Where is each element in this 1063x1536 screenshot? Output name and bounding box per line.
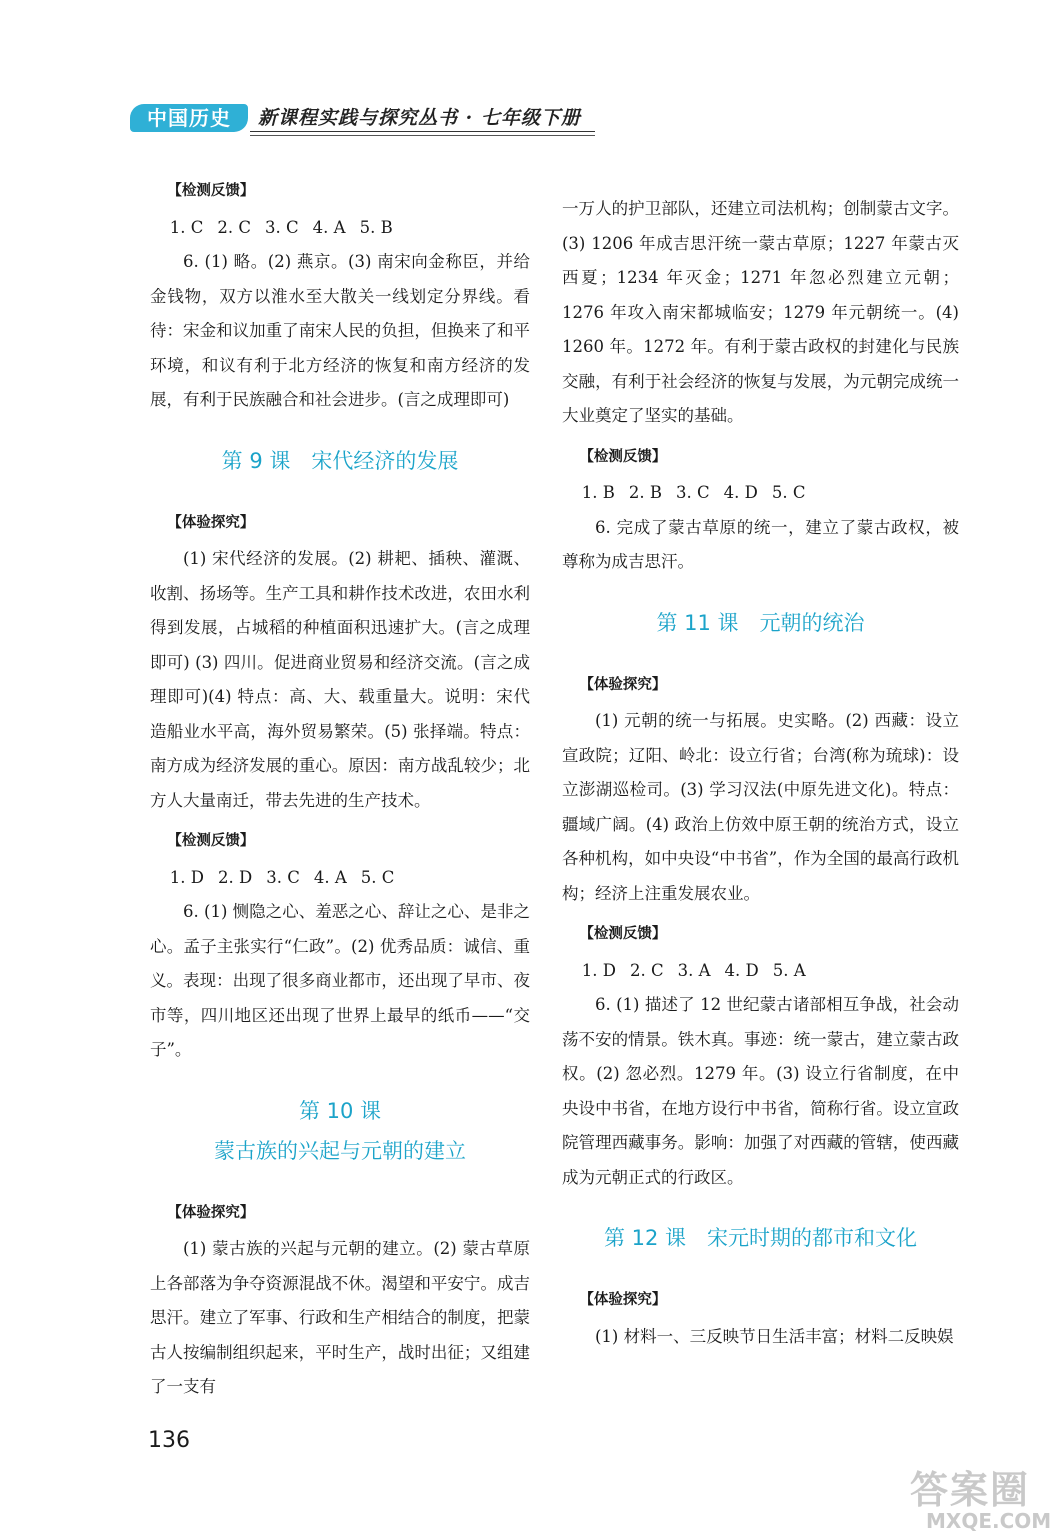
watermark-url: MXQE.COM	[926, 1509, 1052, 1533]
answer-paragraph: (1) 材料一、三反映节日生活丰富；材料二反映娱	[595, 1326, 954, 1346]
section-heading: 【体验探究】	[167, 1204, 255, 1221]
section-heading: 【检测反馈】	[167, 183, 255, 199]
lesson-title: 第 11 课 元朝的统治	[656, 610, 865, 635]
answer-paragraph: 6. 完成了蒙古草原的统一，建立了蒙古政权，被尊称为成吉思汗。	[562, 517, 959, 571]
answer-paragraph: (1) 元朝的统一与拓展。史实略。(2) 西藏：设立宣政院；辽阳、岭北：设立行省；台湾(称为琉球)：设立澎湖巡检司。(3) 学习汉法(中原先进文化)。特点：疆域广阔。(4) 政治上仿效中原王朝的统治方式，设立各种机构，如中央设“中书省”，作为全国的最高行政机构；经济上注重发展农业。	[562, 711, 959, 903]
header-rule-thin	[250, 135, 595, 136]
lesson-title: 第 9 课 宋代经济的发展	[221, 448, 459, 473]
mc-answers: 1. D 2. C 3. A 4. D 5. A	[581, 960, 806, 980]
watermark-logo-text: 答案圈	[910, 1468, 1031, 1512]
mc-answers: 1. D 2. D 3. C 4. A 5. C	[169, 867, 395, 887]
header-rule	[250, 131, 595, 132]
mc-answers: 1. C 2. C 3. C 4. A 5. B	[169, 217, 393, 237]
section-heading: 【体验探究】	[579, 1292, 667, 1308]
lesson-title: 第 12 课 宋元时期的都市和文化	[603, 1226, 918, 1250]
subject-badge: 中国历史	[130, 104, 248, 132]
answer-paragraph: (1) 蒙古族的兴起与元朝的建立。(2) 蒙古草原上各部落为争夺资源混战不休。渴望和平安宁。成吉思汗。建立了军事、行政和生产相结合的制度，把蒙古人按编制组织起来，平时生产，战时出征；又组建了一支有	[150, 1239, 530, 1396]
page-header	[130, 104, 595, 134]
answer-paragraph: 6. (1) 描述了 12 世纪蒙古诸部相互争战，社会动荡不安的情景。铁木真。事迹：统一蒙古，建立蒙古政权。(2) 忽必烈。1279 年。(3) 设立行省制度，在中央设中书省，在地方设行中书省，简称行省。设立宣政院管理西藏事务。影响：加强了对西藏的管辖，使西藏成为元朝正式的行政区。	[562, 995, 959, 1187]
mc-answers: 1. B 2. B 3. C 4. D 5. C	[581, 483, 806, 502]
section-heading: 【检测反馈】	[579, 448, 667, 465]
answer-paragraph: 6. (1) 略。(2) 燕京。(3) 南宋向金称臣，并给金钱物，双方以淮水至大散关一线划定分界线。看待：宋金和议加重了南宋人民的负担，但换来了和平环境，和议有利于北方经济的恢复和南方经济的发展，有利于民族融合和社会进步。(言之成理即可)	[150, 252, 530, 409]
book-series-title: 新课程实践与探究丛书 · 七年级下册	[258, 107, 581, 129]
section-heading: 【体验探究】	[167, 514, 255, 531]
answer-paragraph: (1) 宋代经济的发展。(2) 耕耙、插秧、灌溉、收割、扬场等。生产工具和耕作技术改进，农田水利得到发展，占城稻的种植面积迅速扩大。(言之成理即可) (3) 四川。促进商业贸易和经济交流。(言之成理即可)(4) 特点：高、大、载重量大。说明：宋代造船业水平高，海外贸易繁荣。(5) 张择端。特点：南方成为经济发展的重心。原因：南方战乱较少；北方人大量南迁，带去先进的生产技术。	[150, 549, 530, 810]
right-column	[562, 192, 959, 1354]
site-watermark	[910, 1470, 1060, 1536]
section-heading: 【体验探究】	[579, 676, 667, 693]
answer-paragraph: 一万人的护卫部队，还建立司法机构；创制蒙古文字。(3) 1206 年成吉思汗统一蒙古草原；1227 年蒙古灭西夏；1234 年灭金；1271 年忽必烈建立元朝；1276 年攻入南宋都城临安；1279 年元朝统一。(4) 1260 年。1272 年。有利于蒙古政权的封建化与民族交融，有利于社会经济的恢复与发展，为元朝完成统一大业奠定了坚实的基础。	[562, 199, 959, 425]
section-heading: 【检测反馈】	[579, 926, 667, 942]
section-heading: 【检测反馈】	[167, 833, 255, 849]
lesson-title: 第 10 课	[298, 1098, 382, 1123]
lesson-subtitle: 蒙古族的兴起与元朝的建立	[214, 1138, 466, 1163]
left-column	[150, 168, 530, 1405]
answer-paragraph: 6. (1) 恻隐之心、羞恶之心、辞让之心、是非之心。孟子主张实行“仁政”。(2) 优秀品质：诚信、重义。表现：出现了很多商业都市，还出现了早市、夜市等，四川地区还出现了世界上最早的纸币——“交子”。	[150, 902, 530, 1059]
page-number: 136	[148, 1428, 190, 1453]
